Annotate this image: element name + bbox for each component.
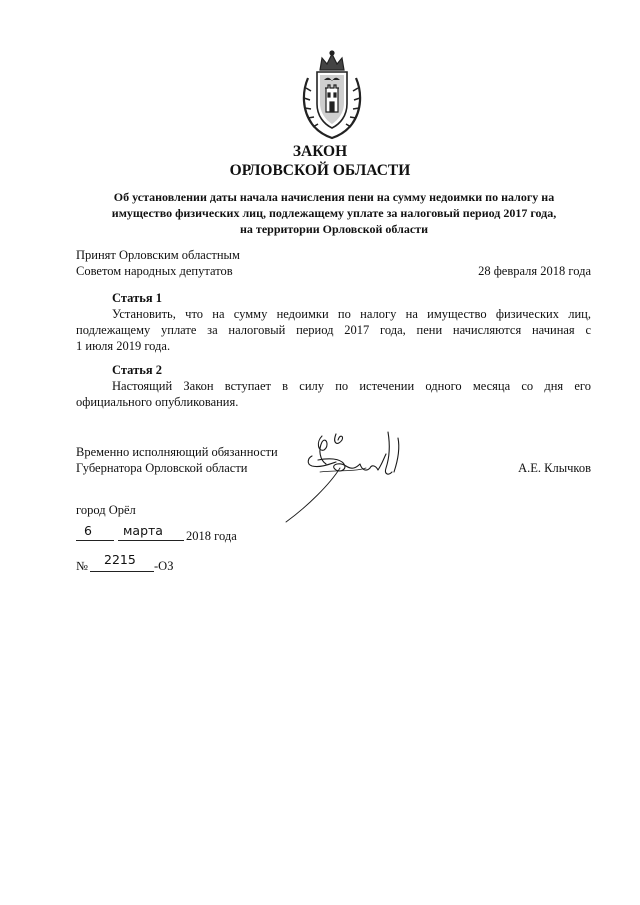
article-1-line: подлежащему уплате за налоговый период 2017 года, пени начисляются начиная с — [76, 323, 591, 337]
adopted-by-line-1: Принят Орловским областным — [76, 248, 240, 262]
article-2-line: официального опубликования. — [76, 395, 239, 409]
date-year: 2018 года — [186, 529, 237, 543]
number-underline — [90, 571, 154, 572]
handwritten-signature-icon — [282, 428, 412, 524]
signatory-position-line-2: Губернатора Орловской области — [76, 461, 248, 475]
coat-of-arms-icon — [300, 48, 364, 140]
region-title: ОРЛОВСКОЙ ОБЛАСТИ — [229, 162, 411, 179]
article-2-line: Настоящий Закон вступает в силу по истечении одного месяца со дня его — [112, 379, 591, 393]
article-1-line: Установить, что на сумму недоимки по налогу на имущество физических лиц, — [112, 307, 591, 321]
law-subject-line: на территории Орловской области — [240, 222, 428, 236]
adopted-by-line-2: Советом народных депутатов — [76, 264, 233, 278]
signatory-name: А.Е. Клычков — [518, 461, 591, 475]
document-type-title: ЗАКОН — [292, 143, 348, 160]
signatory-position-line-1: Временно исполняющий обязанности — [76, 445, 278, 459]
article-1-text — [76, 306, 591, 354]
law-subject-line: Об установлении даты начала начисления пени на сумму недоимки по налогу на — [113, 190, 555, 204]
adoption-date: 28 февраля 2018 года — [478, 264, 591, 278]
day-underline — [76, 540, 114, 541]
article-1-heading: Статья 1 — [112, 291, 162, 305]
article-2-heading: Статья 2 — [112, 363, 162, 377]
article-2-text — [76, 378, 591, 410]
month-underline — [118, 540, 184, 541]
law-subject-line: имущество физических лиц, подлежащему уплате за налоговый период 2017 года, — [111, 206, 557, 220]
law-subject — [76, 189, 592, 237]
article-1-line: 1 июля 2019 года. — [76, 339, 171, 353]
city-name: город Орёл — [76, 503, 136, 517]
law-number-prefix: № — [76, 559, 88, 573]
law-number-suffix: -ОЗ — [154, 559, 174, 573]
date-day: 6 — [84, 523, 92, 538]
law-number: 2215 — [104, 552, 136, 567]
date-month: марта — [123, 523, 163, 538]
